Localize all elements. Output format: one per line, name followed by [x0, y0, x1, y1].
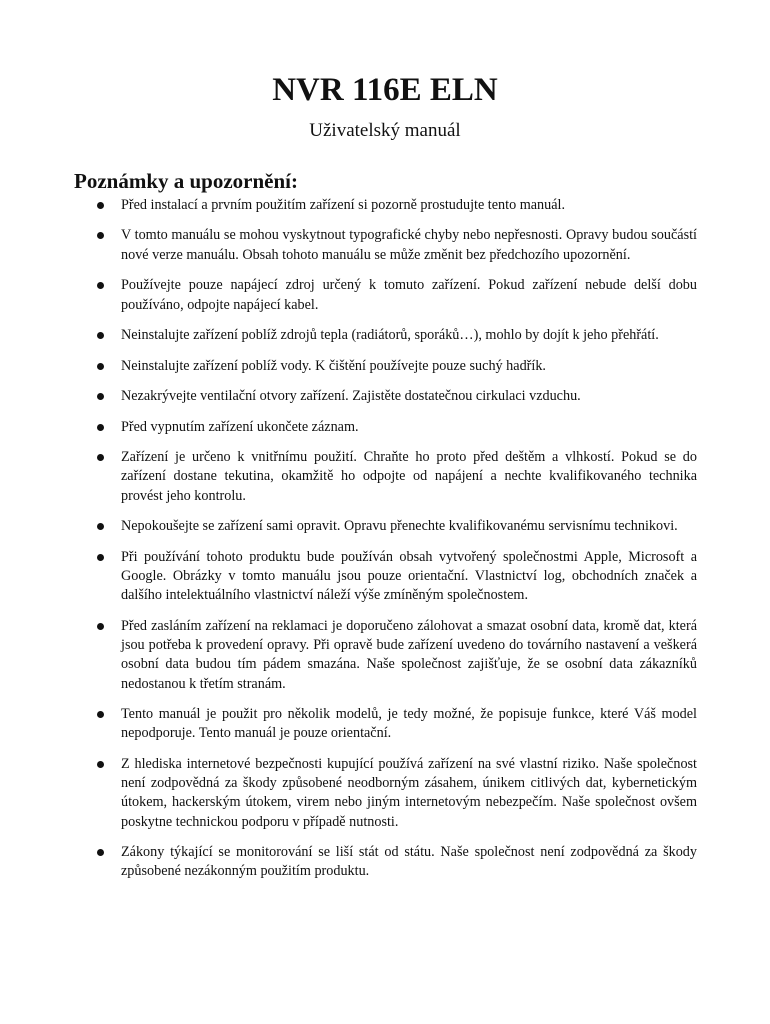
note-item — [0, 387, 770, 406]
note-item — [0, 326, 770, 345]
note-item — [0, 705, 770, 744]
bullet-icon — [97, 363, 104, 370]
bullet-icon — [97, 232, 104, 239]
document-subtitle: Uživatelský manuál — [309, 120, 461, 141]
bullet-icon — [97, 554, 104, 561]
note-text: Z hlediska internetové bezpečnosti kupující používá zařízení na své vlastní riziko. Naše společnost není zodpovědná za škody způsobené neodborným zásahem, únikem citlivých dat, kybernetickým útokem, hackerským útokem, virem nebo jiným internetovým nebezpečím. Naše společnost ovšem poskytne technickou podporu v případě nutnosti. — [121, 755, 697, 830]
section-heading: Poznámky a upozornění: — [74, 169, 299, 193]
note-text: Zařízení je určeno k vnitřnímu použití. Chraňte ho proto před deštěm a vlhkostí. Pokud se do zařízení dostane tekutina, okamžitě ho odpojte od napájení a nechte kvalifikovaného technika provést jeho kontrolu. — [121, 448, 697, 504]
note-text: Před vypnutím zařízení ukončete záznam. — [121, 418, 359, 435]
bullet-icon — [97, 202, 104, 209]
notes-list — [0, 196, 770, 893]
note-item — [0, 843, 770, 882]
bullet-icon — [97, 393, 104, 400]
note-item — [0, 226, 770, 265]
note-item — [0, 418, 770, 437]
bullet-icon — [97, 424, 104, 431]
bullet-icon — [97, 623, 104, 630]
note-item — [0, 517, 770, 536]
note-text: Nezakrývejte ventilační otvory zařízení. Zajistěte dostatečnou cirkulaci vzduchu. — [121, 388, 581, 405]
note-text: Při používání tohoto produktu bude používán obsah vytvořený společnostmi Apple, Microsoft a Google. Obrázky v tomto manuálu jsou pouze orientační. Vlastnictví log, obchodních značek a dalšího intelektuálního vlastnictví náleží výše zmíněným společnostem. — [121, 548, 697, 604]
note-item — [0, 357, 770, 376]
note-text: V tomto manuálu se mohou vyskytnout typografické chyby nebo nepřesnosti. Opravy budou součástí nové verze manuálu. Obsah tohoto manuálu se může změnit bez předchozího upozornění. — [121, 227, 697, 263]
note-item — [0, 448, 770, 506]
note-item — [0, 755, 770, 832]
bullet-icon — [97, 523, 104, 530]
bullet-icon — [97, 332, 104, 339]
bullet-icon — [97, 454, 104, 461]
note-item — [0, 548, 770, 606]
note-text: Před zasláním zařízení na reklamaci je doporučeno zálohovat a smazat osobní data, kromě dat, která jsou potřeba k provedení opravy. Při opravě bude zařízení uvedeno do továrního nastavení a veškerá osobní data budou tím pádem smazána. Naše společnost zajišťuje, že se osobní data zákazníků nedostanou k třetím stranám. — [121, 617, 697, 692]
note-text: Před instalací a prvním použitím zařízení si pozorně prostudujte tento manuál. — [121, 197, 566, 213]
bullet-icon — [97, 849, 104, 856]
note-text: Zákony týkající se monitorování se liší stát od státu. Naše společnost není zodpovědná za škody způsobené nezákonným použitím produktu. — [121, 844, 697, 880]
note-item — [0, 196, 770, 215]
bullet-icon — [97, 282, 104, 289]
bullet-icon — [97, 761, 104, 768]
note-item — [0, 617, 770, 694]
note-text: Tento manuál je použit pro několik modelů, je tedy možné, že popisuje funkce, které Váš model nepodporuje. Tento manuál je pouze orientační. — [121, 706, 697, 742]
note-text: Nepokoušejte se zařízení sami opravit. Opravu přenechte kvalifikovanému servisnímu technikovi. — [121, 518, 678, 535]
note-text: Neinstalujte zařízení poblíž zdrojů tepla (radiátorů, sporáků…), mohlo by dojít k jeho přehřátí. — [121, 327, 659, 344]
note-item — [0, 276, 770, 315]
bullet-icon — [97, 711, 104, 718]
note-text: Používejte pouze napájecí zdroj určený k tomuto zařízení. Pokud zařízení nebude delší dobu používáno, odpojte napájecí kabel. — [121, 277, 697, 313]
document-title: NVR 116E ELN — [272, 72, 498, 108]
note-text: Neinstalujte zařízení poblíž vody. K čištění používejte pouze suchý hadřík. — [121, 357, 546, 374]
